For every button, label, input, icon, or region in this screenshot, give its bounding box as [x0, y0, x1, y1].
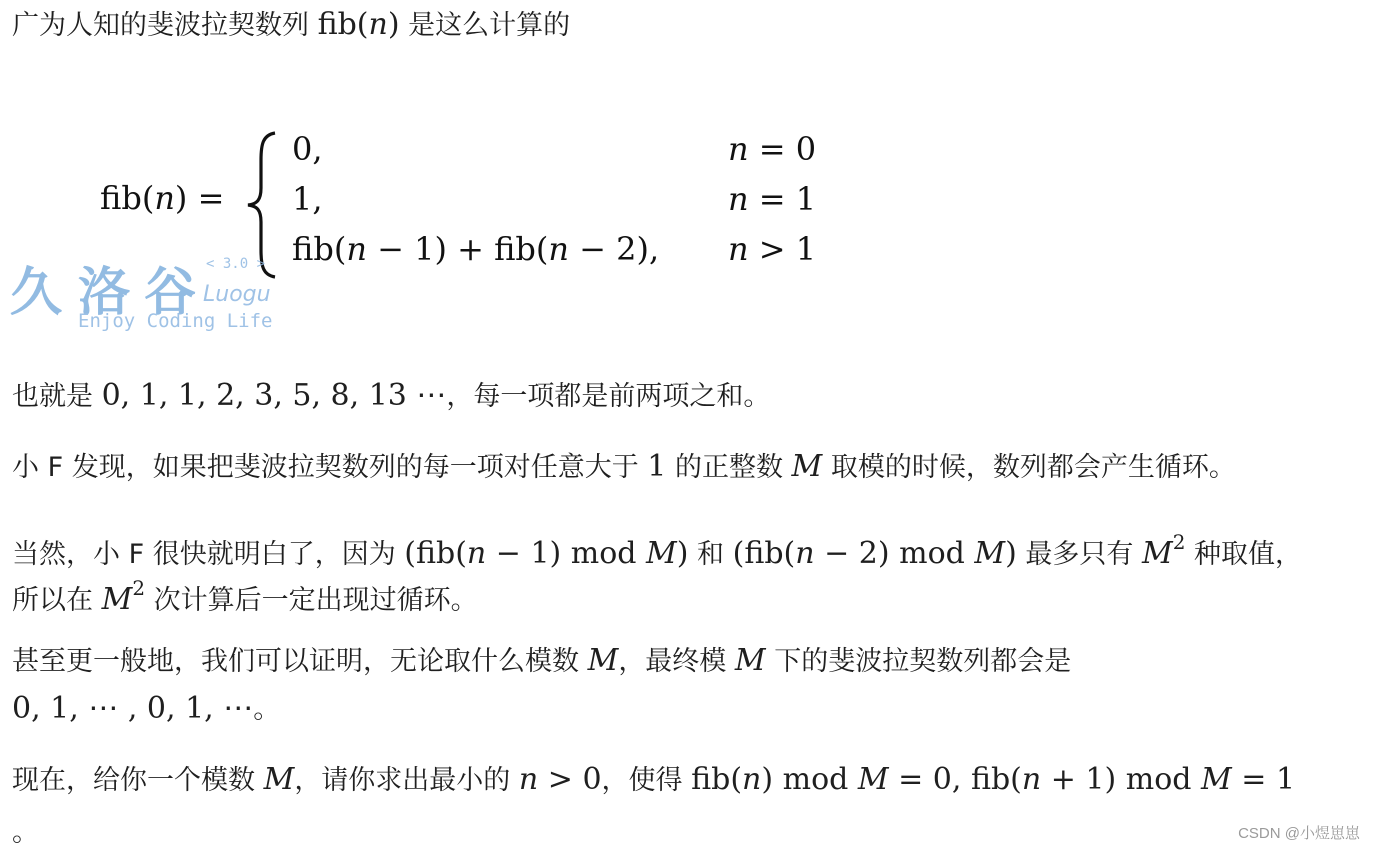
because-expr2-c: ) — [1005, 536, 1017, 571]
csdn-credit: CSDN @小煜崽崽 — [1238, 825, 1360, 842]
task-expr-m2: M — [1201, 762, 1232, 797]
because-and: 和 — [688, 539, 733, 570]
task-expr-n1: n — [742, 762, 762, 797]
intro-math-n: n — [368, 7, 388, 42]
intro-prefix: 广为人知的斐波拉契数列 — [12, 10, 318, 41]
task-m1: M — [263, 762, 295, 797]
because-paragraph-line2 — [12, 565, 478, 624]
because-expr1-m: M — [646, 536, 677, 571]
case-0-cond-var: n — [728, 130, 749, 168]
because-superscript: 2 — [1172, 530, 1186, 554]
case-0-cond-rest: = 0 — [748, 130, 817, 168]
task-n-var: n — [518, 762, 539, 797]
discover-paragraph — [12, 444, 1236, 491]
because-prefix: 当然，小 F 很快就明白了，因为 — [12, 539, 405, 570]
case-2-expr-var2: n — [548, 230, 569, 268]
formula-lhs-var: n — [154, 179, 175, 217]
task-line2: 。 — [12, 817, 39, 848]
intro-text — [12, 2, 570, 49]
because-expr1-var: n — [466, 536, 487, 571]
intro-math-close: ) — [387, 7, 400, 42]
because-expr1-b: − 1) mod — [486, 536, 647, 571]
general-line2-suffix: 。 — [253, 694, 281, 725]
formula-lhs — [100, 179, 224, 217]
watermark-version: < 3.0 > — [206, 256, 266, 272]
sequence-paragraph — [12, 373, 770, 420]
formula-case-1-expr — [292, 180, 323, 218]
because-expr2-var: n — [795, 536, 815, 571]
general-paragraph-line1 — [12, 638, 1071, 685]
because-line2-prefix: 所以在 — [12, 585, 102, 616]
discover-middle: 的正整数 — [666, 452, 792, 483]
discover-var-m: M — [791, 449, 823, 484]
intro-suffix: 是这么计算的 — [399, 10, 571, 41]
because-expr1-c: ) — [676, 536, 689, 571]
task-gt: > 0 — [538, 762, 602, 797]
case-1-cond-rest: = 1 — [748, 180, 817, 218]
formula-case-2-expr — [292, 230, 659, 268]
general-paragraph-line2 — [12, 686, 280, 733]
because-expr2-m: M — [974, 536, 1006, 571]
formula-case-2-cond — [728, 230, 816, 268]
watermark-slogan: Enjoy Coding Life — [78, 310, 273, 332]
general-suffix: 下的斐波拉契数列都会是 — [765, 646, 1072, 677]
formula-lhs-end: ) = — [174, 179, 225, 217]
case-2-expr-b: − 1) + fib( — [366, 230, 549, 268]
task-middle: ，请你求出最小的 — [294, 765, 519, 796]
case-0-value: 0, — [292, 130, 323, 168]
task-expr-d: + 1) mod — [1041, 762, 1202, 797]
formula-case-0-cond — [728, 130, 816, 168]
formula-case-1-cond — [728, 180, 816, 218]
general-m2: M — [734, 643, 766, 678]
luogu-watermark — [10, 244, 280, 339]
because-expr1-a: (fib( — [404, 536, 467, 571]
task-expr-e: = 1 — [1231, 762, 1296, 797]
task-expr-a: fib( — [691, 762, 743, 797]
sequence-math: 0, 1, 1, 2, 3, 5, 8, 13 ⋯ — [101, 378, 447, 413]
task-paragraph-line1 — [12, 757, 1295, 804]
intro-math-fib: fib( — [317, 7, 369, 42]
because-expr2-a: (fib( — [732, 536, 796, 571]
because-line2-m: M — [101, 582, 133, 617]
discover-prefix: 小 F 发现，如果把斐波拉契数列的每一项对任意大于 — [12, 452, 648, 483]
case-1-value: 1, — [292, 180, 323, 218]
discover-suffix: 取模的时候，数列都会产生循环。 — [822, 452, 1236, 483]
task-prefix: 现在，给你一个模数 — [12, 765, 264, 796]
case-2-expr-var1: n — [346, 230, 367, 268]
task-expr-m1: M — [857, 762, 889, 797]
watermark-brand: Luogu — [203, 282, 271, 307]
formula-case-0-expr — [292, 130, 323, 168]
because-m-var: M — [1142, 536, 1173, 571]
watermark-glyph-3: 谷 — [144, 263, 197, 323]
because-most: 最多只有 — [1016, 539, 1142, 570]
task-middle2: ，使得 — [601, 765, 692, 796]
discover-num: 1 — [647, 449, 667, 484]
general-line2-math: 0, 1, ⋯ , 0, 1, ⋯ — [12, 691, 254, 726]
task-expr-c: = 0, fib( — [888, 762, 1022, 797]
watermark-glyph-1: 久 — [10, 263, 63, 323]
because-line2-suffix: 次计算后一定出现过循环。 — [145, 585, 478, 616]
case-2-cond-rest: > 1 — [748, 230, 817, 268]
general-m1: M — [587, 643, 619, 678]
because-line2-superscript: 2 — [132, 576, 146, 600]
task-expr-b: ) mod — [761, 762, 858, 797]
case-2-expr-c: − 2), — [569, 230, 660, 268]
formula-lhs-fn: fib( — [100, 179, 155, 217]
case-2-cond-var: n — [728, 230, 749, 268]
general-middle: ，最终模 — [618, 646, 735, 677]
sequence-prefix: 也就是 — [12, 381, 102, 412]
task-expr-n2: n — [1021, 762, 1042, 797]
general-prefix: 甚至更一般地，我们可以证明，无论取什么模数 — [12, 646, 588, 677]
case-1-cond-var: n — [728, 180, 749, 218]
because-line1-suffix: 种取值， — [1185, 539, 1303, 570]
task-paragraph-line2 — [12, 810, 39, 856]
watermark-glyph-2: 洛 — [78, 263, 131, 323]
sequence-suffix: ，每一项都是前两项之和。 — [446, 381, 771, 412]
because-expr2-b: − 2) mod — [814, 536, 975, 571]
case-2-expr-a: fib( — [292, 230, 347, 268]
